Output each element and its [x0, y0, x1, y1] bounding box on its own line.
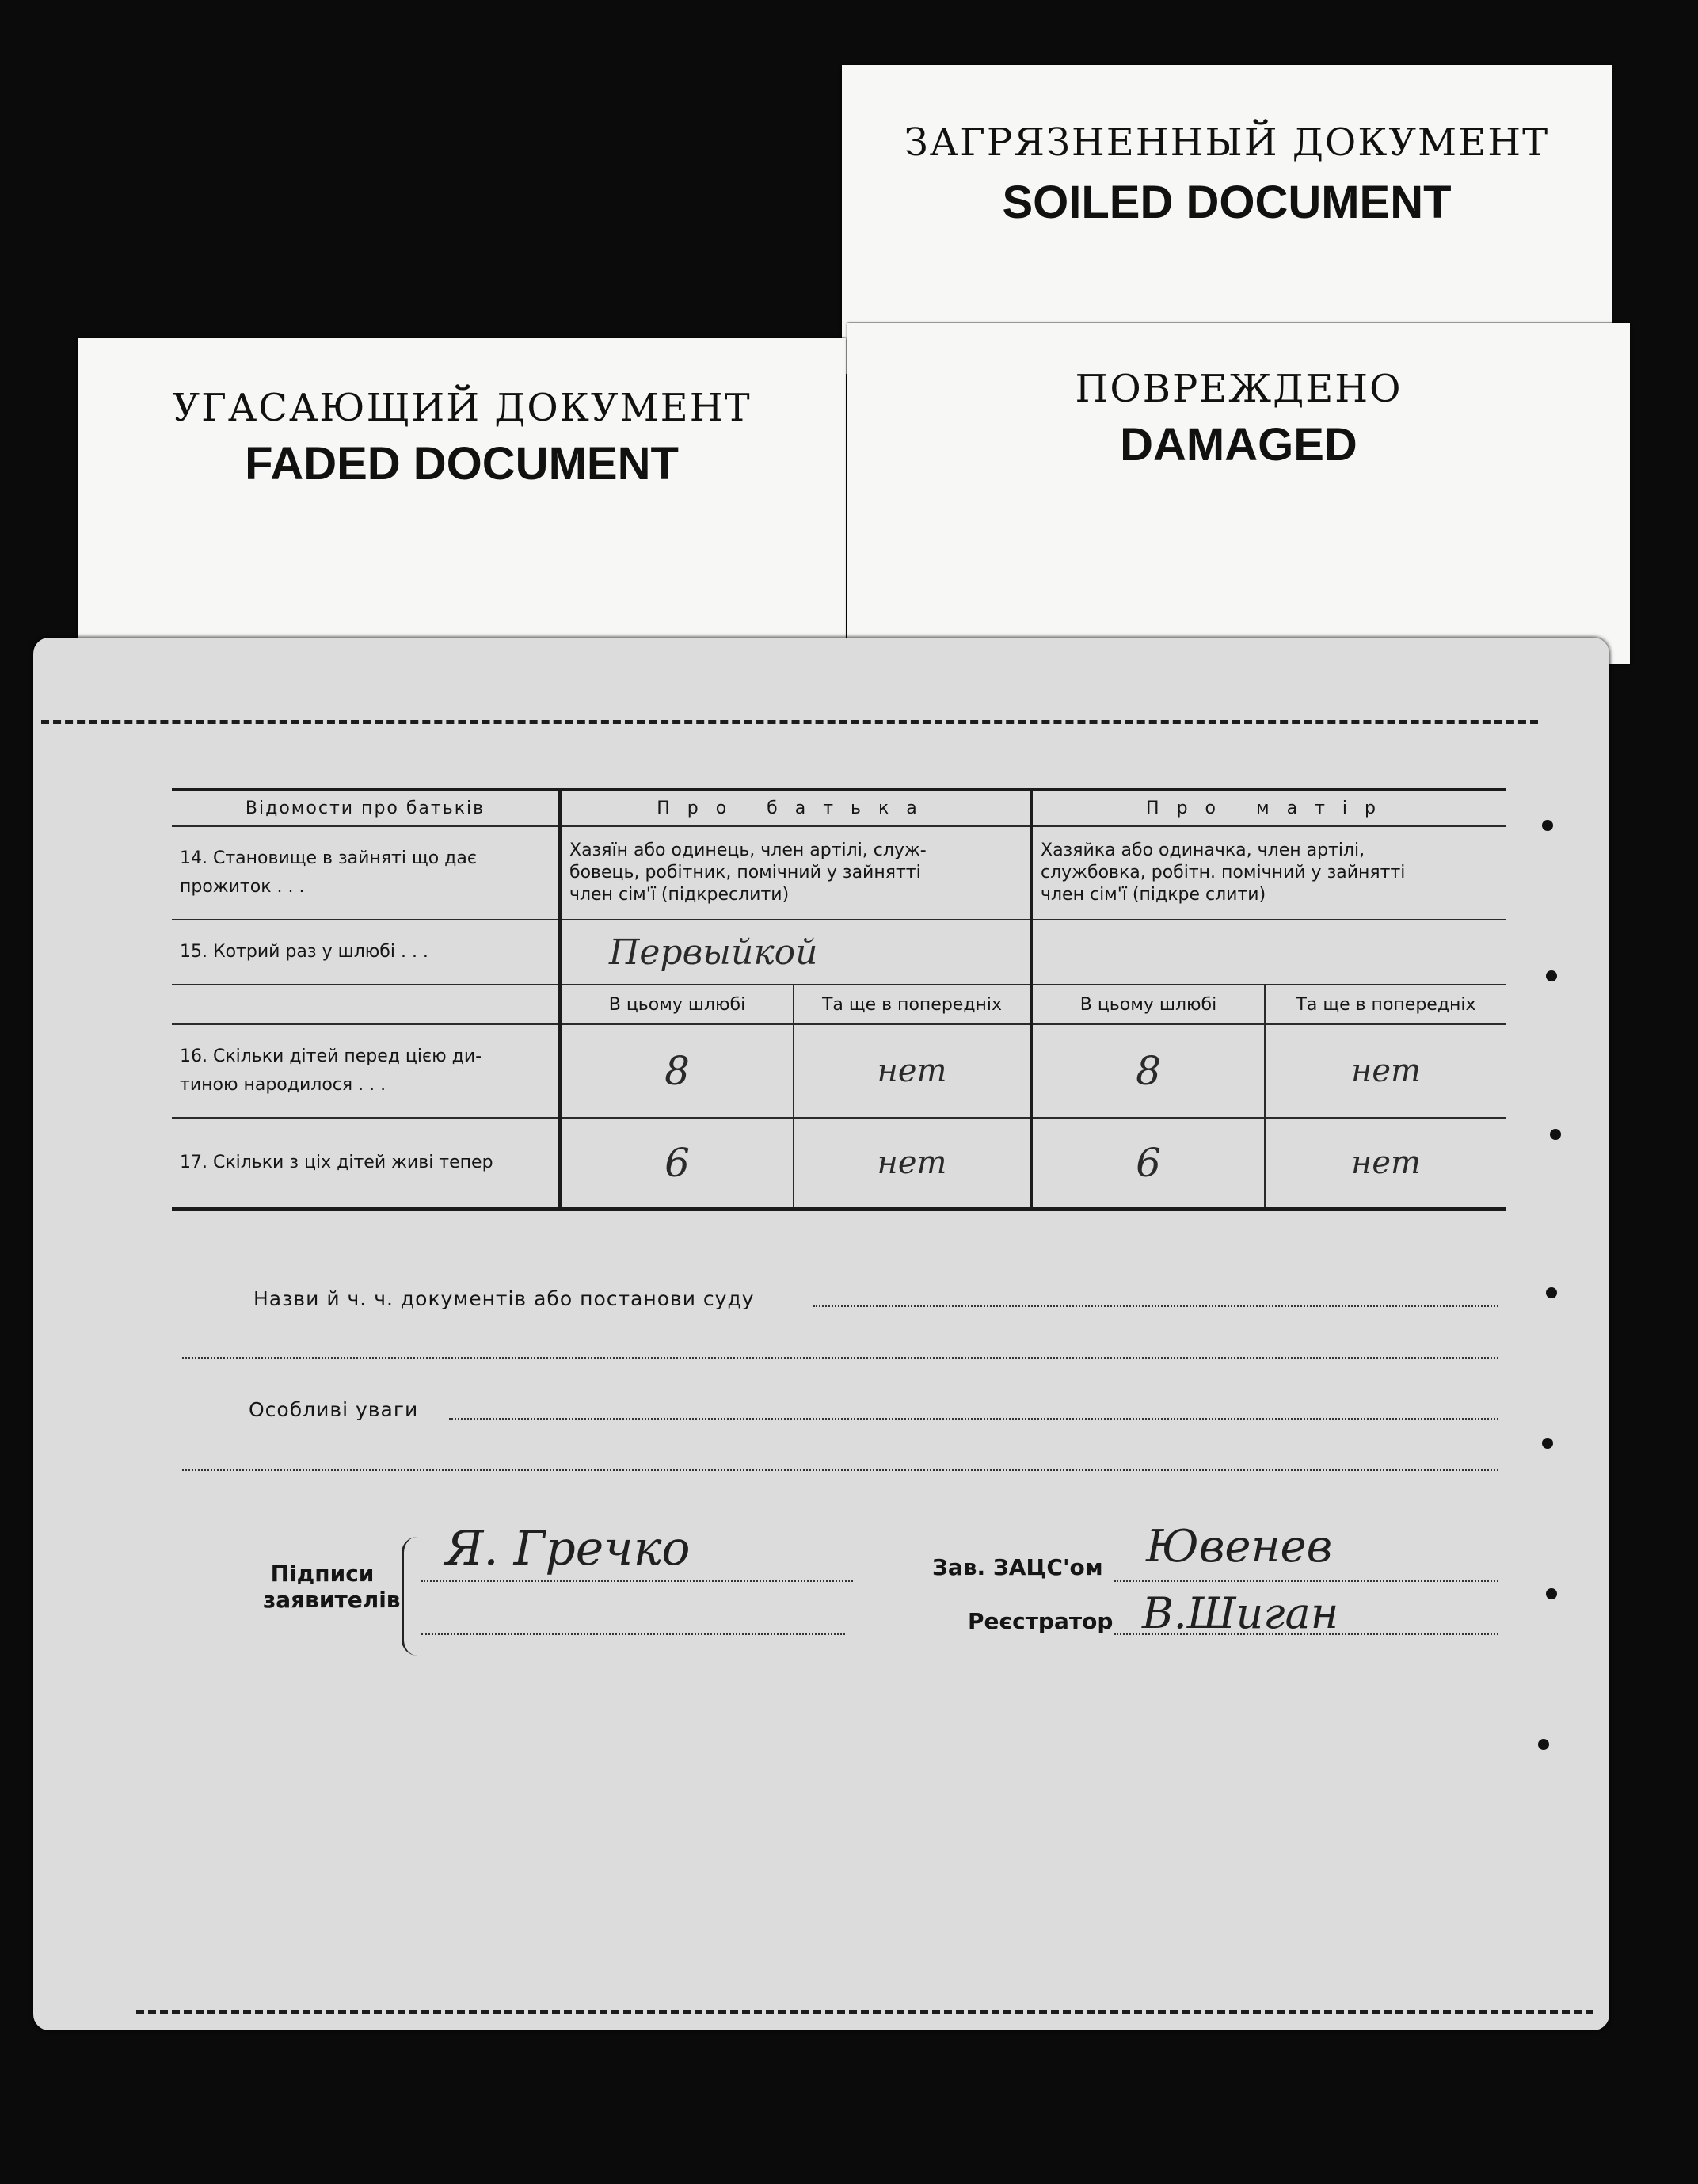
documents-label: Назви й ч. ч. документів або постанови суду [253, 1287, 755, 1310]
perforation-bottom [136, 2010, 1593, 2014]
perforation-top [41, 720, 1538, 724]
registrar-signature: В.Шиган [1142, 1588, 1339, 1638]
row14-mother-line: Хазяйка або одиначка, член артілі, [1041, 840, 1365, 860]
remarks-label: Особливі уваги [249, 1398, 419, 1421]
row17-father-this: 6 [560, 1118, 794, 1209]
row14-father-line: член сім'ї (підкреслити) [569, 885, 790, 905]
row16-label-line: 16. Скільки дітей перед цією ди- [180, 1046, 482, 1066]
applicants-label-line: Підписи [270, 1561, 375, 1587]
signatures-brace [402, 1537, 420, 1656]
applicant-signature-line [421, 1580, 853, 1582]
header-parents-info: Відомости про батьків [172, 790, 560, 826]
row14-mother-options [1031, 826, 1506, 920]
row16-label-line: тиною народилося . . . [180, 1075, 386, 1095]
binding-hole [1546, 970, 1557, 981]
row16-father-prev: нет [794, 1024, 1031, 1118]
remarks-field-line [182, 1469, 1498, 1471]
table-header-row [172, 790, 1506, 826]
subheader-mother-this: В цьому шлюбі [1031, 985, 1265, 1024]
row16-father-this: 8 [560, 1024, 794, 1118]
parents-info-table [172, 788, 1506, 1211]
registrar-label: Реєстратор [968, 1608, 1114, 1634]
row16-label [172, 1024, 560, 1118]
row14-label-line: прожиток . . . [180, 877, 305, 897]
head-signature: Ювенев [1146, 1521, 1333, 1572]
documents-field-line [813, 1305, 1498, 1307]
damaged-en-label: DAMAGED [1120, 419, 1357, 471]
head-signature-line [1114, 1580, 1498, 1582]
binding-hole [1542, 1438, 1553, 1449]
subheader-empty [172, 985, 560, 1024]
binding-hole [1538, 1739, 1549, 1750]
registration-form-sheet [33, 638, 1609, 2030]
registrar-signature-line [1114, 1633, 1498, 1635]
head-label: Зав. ЗАЦС'ом [932, 1554, 1103, 1580]
table-row [172, 1118, 1506, 1209]
row14-mother-line: член сім'ї (підкре слити) [1041, 885, 1266, 905]
row17-mother-prev: нет [1265, 1118, 1506, 1209]
binding-hole [1542, 820, 1553, 831]
row16-mother-prev: нет [1265, 1024, 1506, 1118]
applicant-signature-line [421, 1633, 845, 1635]
row17-mother-this: 6 [1031, 1118, 1265, 1209]
soiled-en-label: SOILED DOCUMENT [1002, 177, 1452, 228]
row14-label [172, 826, 560, 920]
table-row [172, 920, 1506, 985]
table-row [172, 1024, 1506, 1118]
faded-document-card [78, 338, 846, 663]
row16-mother-this: 8 [1031, 1024, 1265, 1118]
subheader-father-prev: Та ще в попередніх [794, 985, 1031, 1024]
row17-label: 17. Скільки з ціх дітей живі тепер [172, 1118, 560, 1209]
row15-mother-value [1031, 920, 1506, 985]
damaged-card [847, 323, 1630, 664]
applicant-signature: Я. Гречко [445, 1521, 691, 1576]
subheader-father-this: В цьому шлюбі [560, 985, 794, 1024]
documents-field-line [182, 1357, 1498, 1359]
table-subheader-row [172, 985, 1506, 1024]
binding-hole [1546, 1588, 1557, 1599]
table-row [172, 826, 1506, 920]
header-mother: Про матір [1031, 790, 1506, 826]
binding-hole [1546, 1287, 1557, 1298]
row15-father-value: Первыйкой [560, 920, 1031, 985]
subheader-mother-prev: Та ще в попередніх [1265, 985, 1506, 1024]
faded-en-label: FADED DOCUMENT [245, 438, 679, 490]
row14-father-line: Хазяїн або одинець, член артілі, служ- [569, 840, 927, 860]
header-father: Про батька [560, 790, 1031, 826]
row14-label-line: 14. Становище в зайняті що дає [180, 848, 477, 868]
faded-ru-label: УГАСАЮЩИЙ ДОКУМЕНТ [172, 386, 752, 430]
row14-father-options [560, 826, 1031, 920]
row14-father-line: бовець, робітник, помічний у зайнятті [569, 863, 921, 882]
remarks-field-line [449, 1418, 1498, 1420]
soiled-ru-label: ЗАГРЯЗНЕННЫЙ ДОКУМЕНТ [904, 120, 1550, 165]
row15-label: 15. Котрий раз у шлюбі . . . [172, 920, 560, 985]
applicants-signatures-label [263, 1561, 401, 1613]
damaged-ru-label: ПОВРЕЖДЕНО [1075, 367, 1403, 411]
applicants-label-line: заявителів [263, 1587, 401, 1613]
row14-mother-line: службовка, робітн. помічний у зайнятті [1041, 863, 1406, 882]
row17-father-prev: нет [794, 1118, 1031, 1209]
binding-hole [1550, 1129, 1561, 1140]
